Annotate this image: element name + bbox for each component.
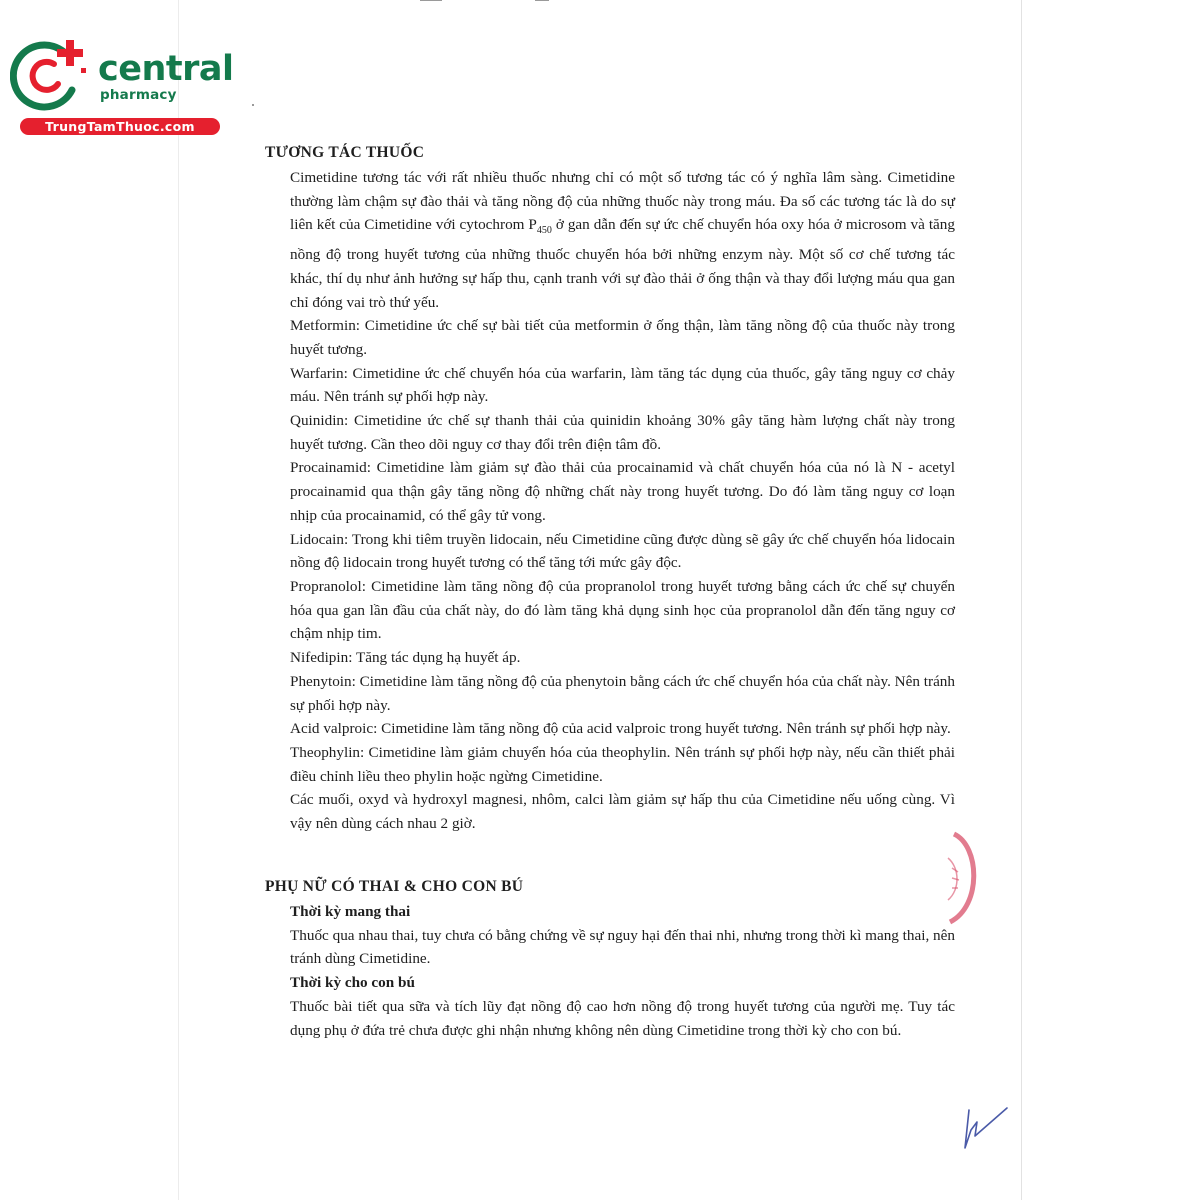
subscript-450: 450: [536, 225, 552, 237]
interaction-paragraph: Propranolol: Cimetidine làm tăng nồng độ của propranolol trong huyết tương bằng cách ức chế sự chuyển hóa qua gan lần đầu của chất này, do đó làm tăng khả dụng sinh học của propranolol dẫn đến tăng nguy cơ chậm nhịp tim.: [290, 577, 955, 643]
logo-brand-text: central: [98, 49, 234, 89]
interaction-paragraph: Procainamid: Cimetidine làm giảm sự đào thải của procainamid và chất chuyển hóa của nó là N - acetyl procainamid qua thận gây tăng nồng độ những chất này trong huyết tương. Do đó làm tăng nguy cơ loạn nhịp của procainamid, có thể gây tử vong.: [290, 459, 955, 524]
interaction-paragraph: Phenytoin: Cimetidine làm tăng nồng độ của phenytoin bằng cách ức chế chuyển hóa của chất này. Nên tránh sự phối hợp này.: [290, 672, 955, 714]
paragraph-text: ở gan dẫn đến sự ức chế chuyển hóa oxy hóa ở microsom và tăng nồng độ trong huyết tương của những thuốc chuyển hóa bởi những enzym này. Một số cơ chế tương tác khác, thí dụ như ảnh hưởng sự hấp thu, cạnh tranh với sự đào thải ở ống thận và thay đổi lượng máu qua gan chỉ đóng vai trò thứ yếu.: [290, 216, 955, 311]
interaction-paragraph: Nifedipin: Tăng tác dụng hạ huyết áp.: [290, 649, 521, 667]
scan-mark: [535, 0, 549, 1]
central-pharmacy-logo: [10, 38, 234, 138]
scan-mark: [252, 104, 254, 106]
paragraph-text: Cimetidine tương tác với rất nhiều thuốc nhưng chỉ có một số tương tác có ý nghĩa lâm sàng. Cimetidine thường làm chậm sự đào thải và tăng nồng độ của những thuốc này trong máu. Đa số các tương tác là do sự liên kết của Cimetidine với cytochrom P: [290, 169, 955, 234]
interaction-paragraph: Metformin: Cimetidine ức chế sự bài tiết của metformin ở ống thận, làm tăng nồng độ của thuốc này trong huyết tương.: [290, 317, 955, 358]
interaction-paragraph: [290, 166, 955, 314]
pregnancy-section: [265, 874, 955, 1042]
logo-website-badge: TrungTamThuoc.com: [20, 118, 220, 135]
interaction-paragraph: Theophylin: Cimetidine làm giảm chuyển hóa của theophylin. Nên tránh sự phối hợp này, nếu cần thiết phải điều chỉnh liều theo phylin hoặc ngừng Cimetidine.: [290, 743, 955, 785]
interaction-paragraph: Lidocain: Trong khi tiêm truyền lidocain, nếu Cimetidine cũng được dùng sẽ gây ức chế chuyển hóa lidocain nồng độ lidocain trong huyết tương có thể tăng tới mức gây độc.: [290, 530, 955, 572]
pregnancy-paragraph: Thuốc qua nhau thai, tuy chưa có bằng chứng về sự nguy hại đến thai nhi, nhưng trong thời kì mang thai, nên tránh dùng Cimetidine.: [290, 926, 955, 968]
section-heading-pregnancy: PHỤ NỮ CÓ THAI & CHO CON BÚ: [265, 878, 524, 895]
interaction-paragraph: Warfarin: Cimetidine ức chế chuyển hóa của warfarin, làm tăng tác dụng của thuốc, gây tăng nguy cơ chảy máu. Nên tránh sự phối hợp này.: [290, 364, 955, 406]
red-stamp-fragment: [942, 828, 992, 928]
lactation-paragraph: Thuốc bài tiết qua sữa và tích lũy đạt nồng độ cao hơn nồng độ trong huyết tương của người mẹ. Tuy tác dụng phụ ở đứa trẻ chưa được ghi nhận nhưng không nên dùng Cimetidine trong thời kỳ cho con bú.: [290, 997, 955, 1039]
interaction-paragraph: Các muối, oxyd và hydroxyl magnesi, nhôm, calci làm giảm sự hấp thu của Cimetidine nếu uống cùng. Vì vậy nên dùng cách nhau 2 giờ.: [290, 791, 955, 833]
interactions-body: [265, 166, 955, 836]
logo-subtitle: pharmacy: [100, 87, 177, 103]
pharmacy-cross-icon: [10, 38, 96, 118]
subheading-pregnancy: Thời kỳ mang thai: [290, 903, 411, 920]
scan-mark: [420, 0, 442, 1]
section-heading-interactions: TƯƠNG TÁC THUỐC: [265, 144, 425, 161]
pregnancy-body: [265, 900, 955, 1042]
interaction-paragraph: Acid valproic: Cimetidine làm tăng nồng độ của acid valproic trong huyết tương. Nên tránh sự phối hợp này.: [290, 720, 951, 738]
signature-mark: [955, 1100, 1015, 1155]
subheading-lactation: Thời kỳ cho con bú: [290, 974, 415, 992]
interactions-section: [265, 140, 955, 836]
interaction-paragraph: Quinidin: Cimetidine ức chế sự thanh thải của quinidin khoảng 30% gây tăng hàm lượng chất này trong huyết tương. Cần theo dõi nguy cơ thay đổi trên điện tâm đồ.: [290, 412, 955, 453]
